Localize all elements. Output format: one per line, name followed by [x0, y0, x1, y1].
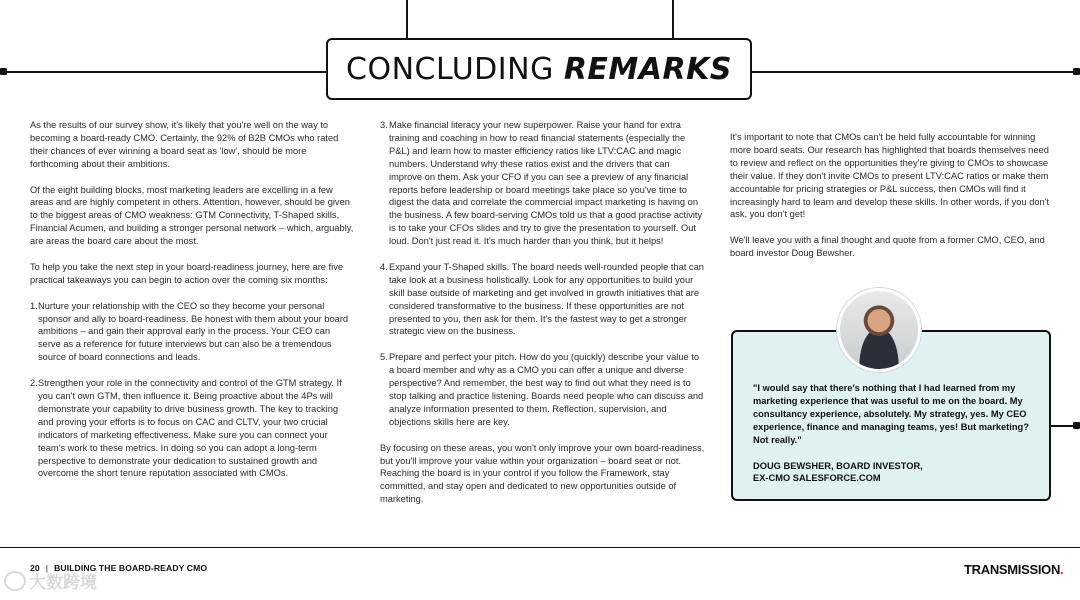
list-text: Make financial literacy your new superpower. Raise your hand for extra training and coaching in how to read financial statements (especially the P&L) and learn how to master efficiency ratios like LTV:CAC and magic numbers. Understand why these ratios exist and the drivers that can improve on them. Ask your CFO if you can see a preview of any financial reports before leadership or board meetings take place so you've time to digest the data and correlate the commercial impact marketing is having on the business. A few board-serving CMOs told us that a good practise activity is to take your CFOs slides and try to give the presentation to yourself. Out loud. Don't just read it. It's much harder than you think, but it helps! — [389, 120, 703, 247]
divider-line-left — [0, 71, 326, 73]
page-title-part2: REMARKS — [563, 51, 732, 87]
brand-name: TRANSMISSION — [964, 562, 1061, 577]
brand-logo — [964, 562, 1063, 577]
footer-divider-line — [0, 547, 1080, 548]
connector-dot-left — [0, 68, 7, 75]
quote-author-role: EX-CMO SALESFORCE.COM — [753, 473, 881, 484]
quote-attribution — [753, 460, 1031, 486]
list-item — [380, 261, 705, 338]
list-item — [30, 300, 355, 365]
list-number: 4. — [380, 261, 388, 272]
list-number: 5. — [380, 352, 388, 363]
text-column-3 — [730, 131, 1055, 273]
text-column-2 — [380, 119, 705, 519]
paragraph: We'll leave you with a final thought and quote from a former CMO, CEO, and board investor Doug Bewsher. — [730, 235, 1045, 259]
paragraph: It's important to note that CMOs can't be held fully accountable for winning more board seats. Our research has highlighted that boards themselves need to review and reflect on the opportunities they're giving to CMOs to showcase their value. If they don't invite CMOs to present LTV:CAC ratios or make them accountable for pricing strategies or P&L success, then CMOs will find it increasingly hard to learn and develop these skills. In other words, if you don't ask, you don't get! — [730, 132, 1050, 220]
list-text: Prepare and perfect your pitch. How do you (quickly) describe your value to a board member and why as a CMO you can offer a unique and diverse perspective? And remember, the best way to find out what they need is to stop talking and practice listening. Boards need people who can discuss and analyze information presented to them. Reflection, supervision, and objections skills here are key. — [389, 352, 704, 427]
list-number: 1. — [30, 300, 38, 311]
page-number: 20 — [30, 563, 40, 573]
quote-author-name: DOUG BEWSHER, BOARD INVESTOR, — [753, 460, 923, 471]
paragraph: To help you take the next step in your board-readiness journey, here are five practical takeaways you can begin to action over the coming six months: — [30, 261, 344, 285]
list-number: 3. — [380, 120, 388, 130]
vertical-line-center — [406, 0, 408, 38]
text-column-1 — [30, 119, 355, 480]
watermark-icon — [4, 571, 26, 591]
connector-dot-quote — [1073, 422, 1080, 429]
list-item — [30, 377, 355, 480]
connector-dot-right — [1073, 68, 1080, 75]
footer-separator: | — [45, 563, 49, 573]
brand-dot: . — [1060, 562, 1064, 577]
list-text: Strengthen your role in the connectivity and control of the GTM strategy. If you can't own GTM, then influence it. Being proactive about the 4Ps will demonstrate your capability to drive business growth. The key to tracking and proving your efforts is to focus on CAC and CLTV, your two crucial indicators of marketing effectiveness. Make sure you can connect your team's work to these metrics. In doing so you can adopt a long-term perspective to demonstrate your dedication to sustained growth and overcome the short tenure reputation associated with CMOs. — [38, 378, 342, 479]
quote-text: "I would say that there's nothing that I had learned from my marketing experience that was useful to me on the board. My consultancy experience, absolutely. My strategy, yes. My CEO experience, finance and managing teams, yes! But marketing? Not really." — [753, 383, 1029, 445]
page-title — [326, 38, 752, 100]
list-number: 2. — [30, 378, 38, 389]
divider-line-right — [752, 71, 1080, 73]
watermark-text: 大数跨境 — [29, 573, 97, 593]
list-text: Expand your T-Shaped skills. The board needs well-rounded people that can take look at a business holistically. Look for any opportunities to build your skill base outside of marketing and get involved in growth initiatives that are considered transformative to the business. If these opportunities are not presented to you, then ask for them. It's the fastest way to get a stronger strategic view on the business. — [389, 261, 704, 337]
avatar — [837, 288, 921, 372]
vertical-line-center-right — [672, 0, 674, 38]
paragraph: Of the eight building blocks, most marketing leaders are excelling in a few areas and are highly competent in others. Attention, however, should be given to the biggest areas of CMO weakness: GTM Connectivity, T-Shaped skills, Financial Acumen, and building a stronger personal network – which, arguably, are areas the board care about the most. — [30, 184, 354, 247]
paragraph: As the results of our survey show, it's likely that you're well on the way to becoming a board-ready CMO. Certainly, the 92% of B2B CMOs who rated their chances of ever winning a board seat as 'low', should be more forthcoming about their ambitions. — [30, 120, 339, 169]
section-title: BUILDING THE BOARD-READY CMO — [54, 563, 208, 573]
closing-paragraph: By focusing on these areas, you won't only improve your own board-readiness, but you'll improve your value within your organization – board seat or not. Reaching the board is in your control if you follow the Framework, stay committed, and stay open and dedicated to new opportunities outside of marketing. — [380, 442, 705, 505]
page-title-part1: CONCLUDING — [346, 51, 554, 87]
watermark — [4, 568, 97, 593]
list-text: Nurture your relationship with the CEO so they become your personal sponsor and ally to board-readiness. Be honest with them about your board ambitions – and gain their approval early in the process. Your CEO can serve as a reference for future interviews but can also be a tremendous source of board connections and leads. — [38, 300, 349, 363]
list-item — [380, 119, 705, 248]
list-item — [380, 351, 705, 428]
